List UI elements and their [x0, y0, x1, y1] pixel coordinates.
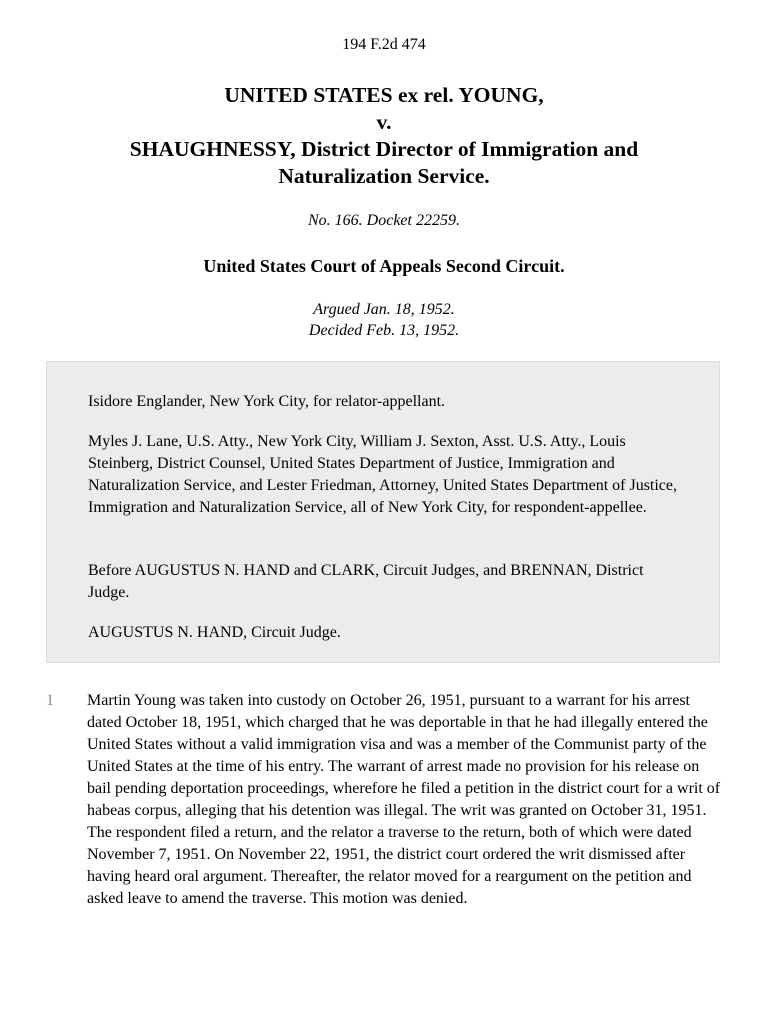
caption-plaintiff: UNITED STATES ex rel. YOUNG, — [224, 83, 544, 107]
case-caption — [40, 82, 728, 190]
paragraph-number: 1 — [46, 692, 54, 709]
court-name: United States Court of Appeals Second Circuit. — [203, 256, 565, 276]
caption-versus: v. — [376, 110, 392, 134]
counsel-relator: Isidore Englander, New York City, for relator-appellant. — [88, 393, 446, 410]
decided-date: Decided Feb. 13, 1952. — [308, 322, 460, 339]
opinion-author: AUGUSTUS N. HAND, Circuit Judge. — [88, 624, 341, 641]
counsel-respondent: Myles J. Lane, U.S. Atty., New York City, William J. Sexton, Asst. U.S. Atty., Louis Steinberg, District Counsel, United States Department of Justice, Immigration and Naturalization Service, and Lester Friedman, Attorney, United States Department of Justice, Immigration and Naturalization Service, all of New York City, for respondent-appellee. — [88, 433, 678, 516]
docket-number: No. 166. Docket 22259. — [308, 212, 460, 229]
caption-defendant: SHAUGHNESSY, District Director of Immigration and — [129, 137, 639, 161]
counsel-box — [46, 361, 720, 663]
caption-defendant-cont: Naturalization Service. — [278, 164, 490, 188]
bench-panel: Before AUGUSTUS N. HAND and CLARK, Circuit Judges, and BRENNAN, District Judge. — [88, 562, 644, 601]
case-dates — [0, 299, 768, 341]
paragraph-text: Martin Young was taken into custody on October 26, 1951, pursuant to a warrant for his arrest dated October 18, 1951, which charged that he was deportable in that he had illegally entered the United States without a valid immigration visa and was a member of the Communist party of the United States at the time of his entry. The warrant of arrest made no provision for his release on bail pending deportation proceedings, wherefore he filed a petition in the district court for a writ of habeas corpus, alleging that his detention was illegal. The writ was granted on October 31, 1951. The respondent filed a return, and the relator a traverse to the return, both of which were dated November 7, 1951. On November 22, 1951, the district court ordered the writ dismissed after having heard oral argument. Thereafter, the relator moved for a reargument on the petition and asked leave to amend the traverse. This motion was denied. — [87, 692, 721, 907]
case-citation: 194 F.2d 474 — [342, 36, 426, 53]
argued-date: Argued Jan. 18, 1952. — [313, 301, 455, 318]
